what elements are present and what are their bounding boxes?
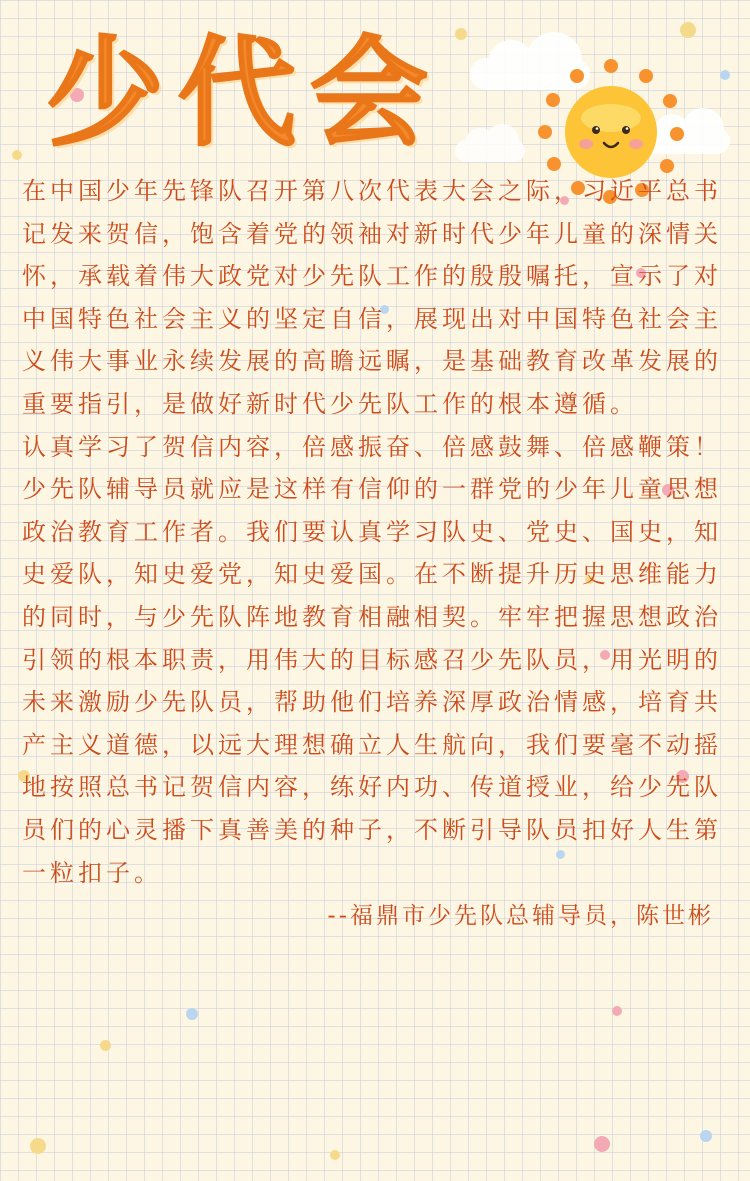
- decor-dot: [700, 1130, 712, 1142]
- decor-dot: [680, 22, 696, 38]
- decor-dot: [720, 70, 730, 80]
- paragraph: 在中国少年先锋队召开第八次代表大会之际，习近平总书记发来贺信，饱含着党的领袖对新时代少年儿童的深情关怀，承载着伟大政党对少先队工作的殷殷嘱托，宣示了对中国特色社会主义的坚定自信，展现出对中国特色社会主义伟大事业永续发展的高瞻远瞩，是基础教育改革发展的重要指引，是做好新时代少先队工作的根本遵循。: [22, 177, 722, 418]
- article-body: [22, 170, 722, 938]
- decor-dot: [12, 150, 22, 160]
- decor-dot: [330, 1150, 340, 1160]
- decor-dot: [100, 1040, 111, 1051]
- decor-dot: [455, 28, 467, 40]
- paragraph: 认真学习了贺信内容，倍感振奋、倍感鼓舞、倍感鞭策！少先队辅导员就应是这样有信仰的一群党的少年儿童思想政治教育工作者。我们要认真学习队史、党史、国史，知史爱队，知史爱党，知史爱国。在不断提升历史思维能力的同时，与少先队阵地教育相融相契。牢牢把握思想政治引领的根本职责，用伟大的目标感召少先队员，用光明的未来激励少先队员，帮助他们培养深厚政治情感，培育共产主义道德，以远大理想确立人生航向，我们要毫不动摇地按照总书记贺信内容，练好内功、传道授业，给少先队员们的心灵播下真善美的种子，不断引导队员扣好人生第一粒扣子。: [22, 432, 722, 887]
- decor-dot: [594, 1136, 610, 1152]
- cloud-icon: [455, 140, 525, 162]
- signature: --福鼎市少先队总辅导员，陈世彬: [327, 903, 714, 930]
- decor-dot: [612, 1006, 622, 1016]
- page-title: 少代会: [46, 24, 443, 162]
- decor-dot: [30, 1138, 46, 1154]
- decor-dot: [186, 1008, 198, 1020]
